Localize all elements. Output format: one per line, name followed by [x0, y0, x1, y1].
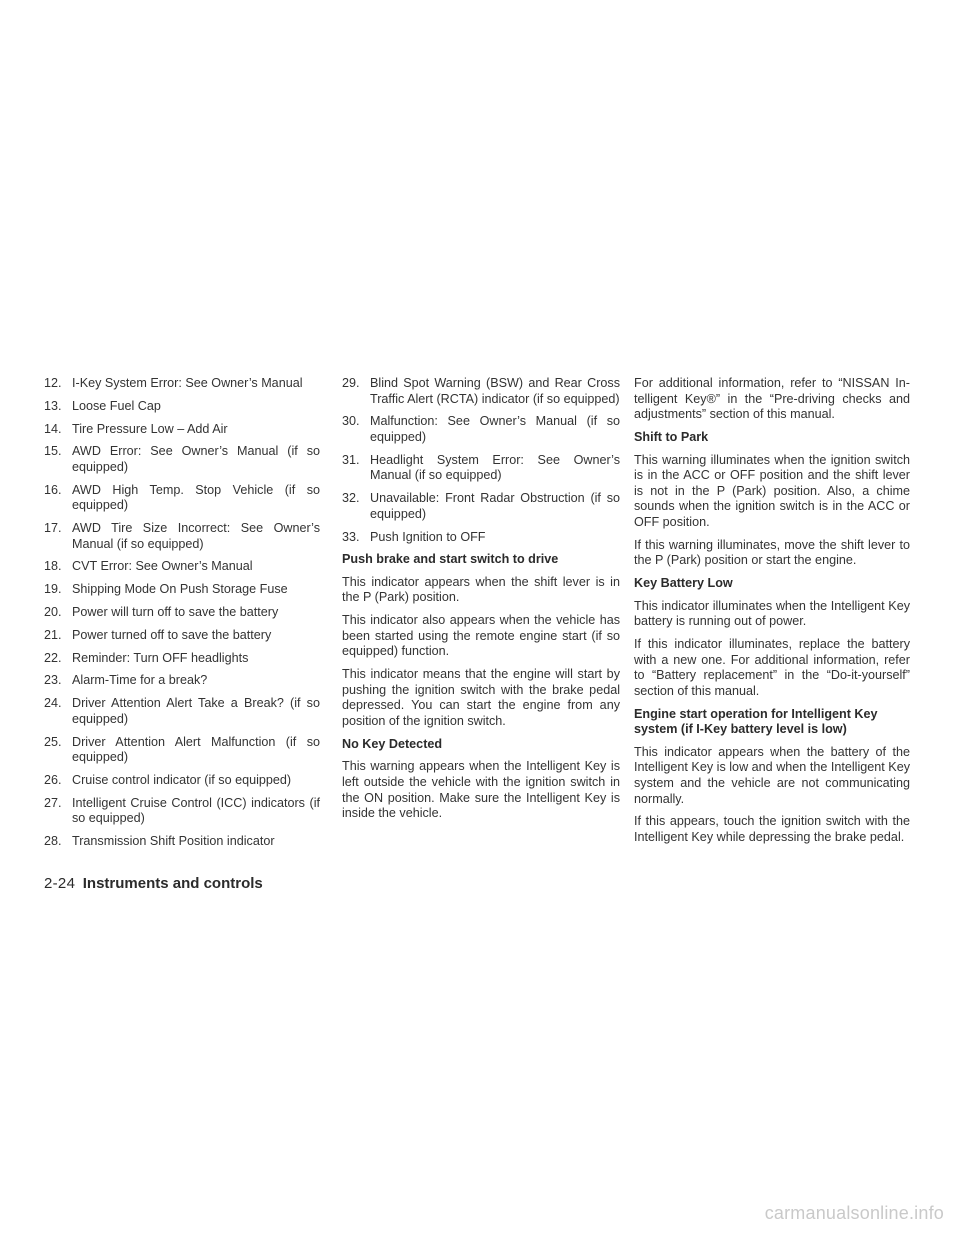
list-item — [342, 491, 620, 522]
item-text: Driver Attention Alert Malfunction (if so equipped) — [72, 734, 320, 765]
item-text: AWD Error: See Owner’s Manual (if so equipped) — [72, 444, 320, 474]
item-number: 25. — [44, 734, 62, 749]
item-number: 28. — [44, 834, 62, 849]
item-text: Reminder: Turn OFF headlights — [72, 650, 249, 665]
watermark: carmanualsonline.info — [764, 1203, 944, 1223]
list-item — [44, 673, 320, 689]
list-item — [44, 628, 320, 644]
paragraph: This indicator illuminates when the Intelligent Key battery is running out of power. — [634, 598, 910, 629]
item-number: 17. — [44, 521, 62, 536]
paragraph: For additional information, refer to “NISSAN In-telligent Key®” in the “Pre-driving checks and adjustments” section of this manual. — [634, 376, 910, 422]
item-number: 26. — [44, 772, 62, 787]
paragraph: If this warning illuminates, move the shift lever to the P (Park) position or start the engine. — [634, 537, 910, 568]
item-text: Headlight System Error: See Owner’s Manual (if so equipped) — [370, 452, 620, 483]
item-text: Cruise control indicator (if so equipped) — [72, 772, 292, 787]
item-text: Tire Pressure Low – Add Air — [72, 421, 228, 436]
paragraph: This indicator appears when the battery of the Intelligent Key is low and when the Intelligent Key system and the vehicle are not communicating normally. — [634, 744, 910, 806]
section-title: Instruments and controls — [82, 875, 263, 892]
list-item — [44, 444, 320, 475]
column-2 — [342, 376, 620, 829]
item-text: Driver Attention Alert Take a Break? (if so equipped) — [72, 696, 320, 726]
item-number: 24. — [44, 696, 62, 711]
list-item — [44, 796, 320, 827]
item-number: 23. — [44, 673, 62, 688]
list-item — [342, 453, 620, 484]
list-item — [44, 376, 320, 392]
paragraph: If this indicator illuminates, replace the battery with a new one. For additional information, refer to “Battery replacement” in the “Do-it-yourself” section of this manual. — [634, 637, 910, 698]
section-heading-push-brake: Push brake and start switch to drive — [342, 552, 559, 567]
column-1 — [44, 376, 320, 857]
item-number: 12. — [44, 376, 62, 390]
list-item — [342, 376, 620, 407]
list-item — [44, 559, 320, 575]
item-number: 22. — [44, 650, 62, 665]
item-number: 14. — [44, 421, 62, 436]
list-item — [44, 834, 320, 850]
item-number: 32. — [342, 491, 360, 506]
item-text: CVT Error: See Owner’s Manual — [72, 559, 253, 574]
paragraph: This indicator means that the engine will start by pushing the ignition switch with the brake pedal depressed. You can start the engine from any position of the ignition switch. — [342, 667, 620, 728]
item-number: 31. — [342, 452, 360, 467]
paragraph: This warning illuminates when the ignition switch is in the ACC or OFF position and the shift lever is not in the P (Park) position. Also, a chime sounds when the ignition switch is in the ACC or OFF position. — [634, 452, 910, 529]
item-number: 16. — [44, 482, 62, 497]
item-text: Intelligent Cruise Control (ICC) indicators (if so equipped) — [72, 795, 320, 826]
list-item — [44, 773, 320, 789]
list-item — [44, 399, 320, 415]
item-text: I-Key System Error: See Owner’s Manual — [72, 376, 303, 390]
item-number: 19. — [44, 582, 62, 597]
section-heading-key-battery-low: Key Battery Low — [634, 576, 733, 591]
list-item — [342, 414, 620, 445]
item-number: 21. — [44, 627, 62, 642]
page-footer — [44, 876, 263, 893]
item-number: 27. — [44, 795, 62, 810]
item-number: 29. — [342, 376, 360, 390]
section-heading-engine-start: Engine start operation for Intelligent Key system (if I-Key battery level is low) — [634, 706, 878, 737]
list-item — [44, 422, 320, 438]
list-item — [44, 651, 320, 667]
item-number: 18. — [44, 559, 62, 574]
item-text: Push Ignition to OFF — [370, 529, 486, 544]
list-item — [44, 735, 320, 766]
item-text: Loose Fuel Cap — [72, 398, 161, 413]
item-number: 15. — [44, 444, 62, 459]
list-item — [44, 582, 320, 598]
list-item — [342, 530, 620, 546]
list-item — [44, 483, 320, 514]
item-text: Power will turn off to save the battery — [72, 605, 279, 620]
list-item — [44, 696, 320, 727]
item-text: Blind Spot Warning (BSW) and Rear Cross Traffic Alert (RCTA) indicator (if so equipped) — [370, 376, 620, 406]
paragraph: If this appears, touch the ignition switch with the Intelligent Key while depressing the brake pedal. — [634, 814, 910, 844]
item-number: 13. — [44, 398, 62, 413]
paragraph: This indicator also appears when the vehicle has been started using the remote engine start (if so equipped) function. — [342, 613, 620, 659]
item-text: Unavailable: Front Radar Obstruction (if so equipped) — [370, 491, 620, 521]
page-number: 2-24 — [44, 875, 76, 892]
list-item — [44, 605, 320, 621]
paragraph: This warning appears when the Intelligent Key is left outside the vehicle with the ignition switch in the ON position. Make sure the Intelligent Key is inside the vehicle. — [342, 759, 620, 821]
column-3 — [634, 376, 910, 853]
item-text: Malfunction: See Owner’s Manual (if so equipped) — [370, 414, 620, 444]
item-text: AWD High Temp. Stop Vehicle (if so equipped) — [72, 482, 320, 513]
item-text: Shipping Mode On Push Storage Fuse — [72, 582, 288, 597]
section-heading-shift-to-park: Shift to Park — [634, 429, 709, 444]
item-number: 20. — [44, 605, 62, 620]
item-text: Power turned off to save the battery — [72, 627, 272, 642]
item-number: 33. — [342, 529, 360, 544]
item-number: 30. — [342, 414, 360, 429]
list-item — [44, 521, 320, 552]
section-heading-no-key: No Key Detected — [342, 736, 443, 751]
paragraph: This indicator appears when the shift lever is in the P (Park) position. — [342, 574, 620, 605]
item-text: Transmission Shift Position indicator — [72, 834, 275, 849]
item-text: Alarm-Time for a break? — [72, 673, 208, 688]
item-text: AWD Tire Size Incorrect: See Owner’s Manual (if so equipped) — [72, 521, 320, 551]
